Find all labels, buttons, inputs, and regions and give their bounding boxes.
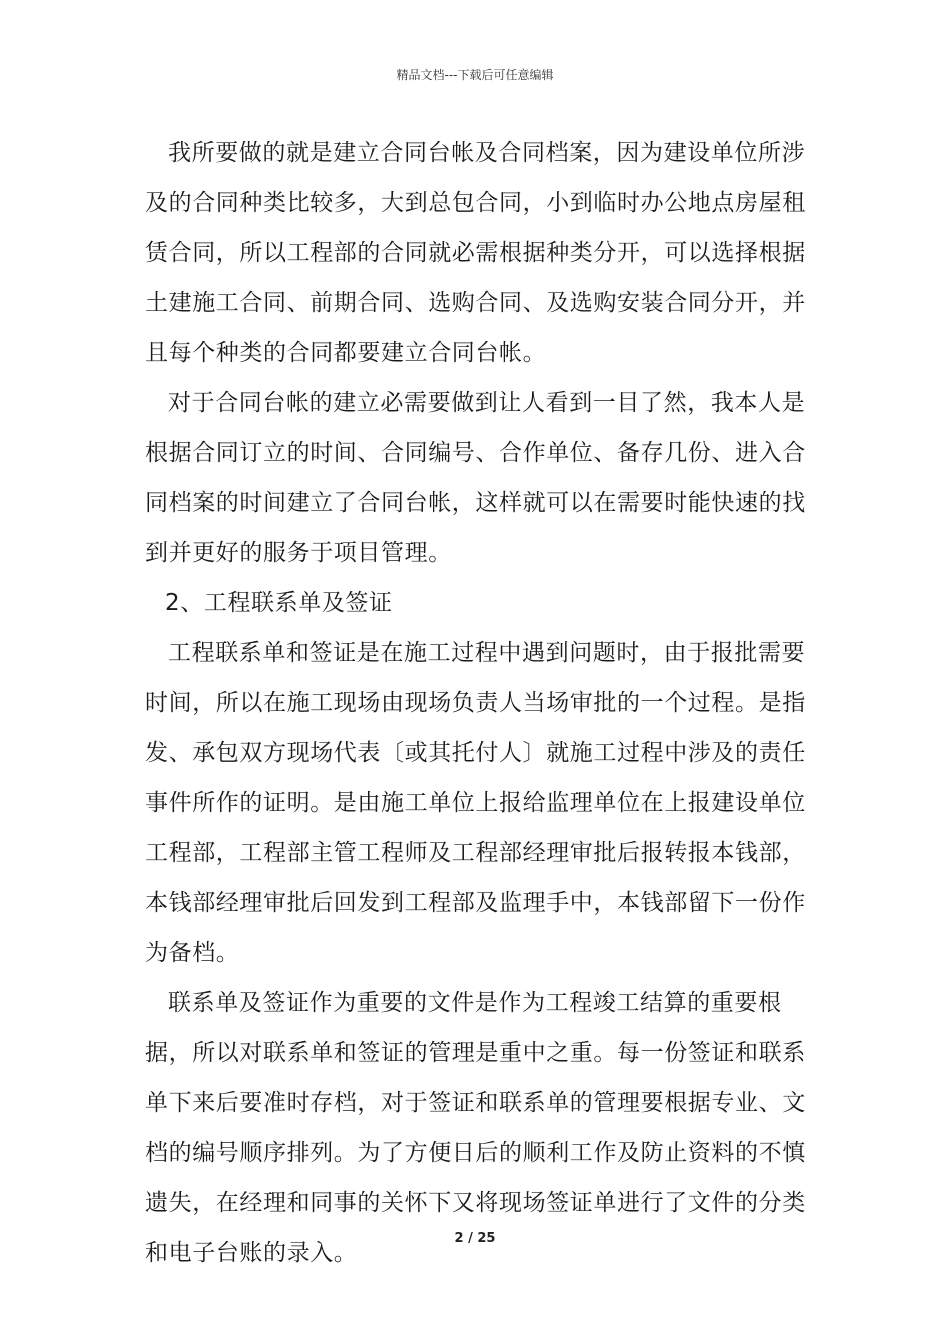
section-heading: 2、工程联系单及签证 [165,590,393,616]
paragraph-visa-management: 联系单及签证作为重要的文件是作为工程竣工结算的重要根据，所以对联系单和签证的管理是重中之重。每一份签证和联系单下来后要准时存档，对于签证和联系单的管理要根据专业、文档的编号顺序排列。为了方便日后的顺利工作及防止资料的不慎遗失，在经理和同事的关怀下又将现场签证单进行了文件的分类和电子台账的录入。 [145,990,806,1266]
paragraph-contact-visa: 工程联系单和签证是在施工过程中遇到问题时，由于报批需要时间，所以在施工现场由现场负责人当场审批的一个过程。是指发、承包双方现场代表〔或其托付人〕就施工过程中涉及的责任事件所作的证明。是由施工单位上报给监理单位在上报建设单位工程部，工程部主管工程师及工程部经理审批后报转报本钱部，本钱部经理审批后回发到工程部及监理手中，本钱部留下一份作为备档。 [145,640,806,966]
paragraph-contract-ledger: 我所要做的就是建立合同台帐及合同档案，因为建设单位所涉及的合同种类比较多，大到总包合同，小到临时办公地点房屋租赁合同，所以工程部的合同就必需根据种类分开，可以选择根据土建施工合同、前期合同、选购合同、及选购安装合同分开，并且每个种类的合同都要建立合同台帐。 [145,140,806,366]
page-number: 2 / 25 [454,1231,496,1246]
document-body [145,128,815,1278]
paragraph-ledger-setup: 对于合同台帐的建立必需要做到让人看到一目了然，我本人是根据合同订立的时间、合同编号、合作单位、备存几份、进入合同档案的时间建立了合同台帐，这样就可以在需要时能快速的找到并更好的服务于项目管理。 [145,390,806,566]
page-header: 精品文档---下载后可任意编辑 [396,68,554,82]
